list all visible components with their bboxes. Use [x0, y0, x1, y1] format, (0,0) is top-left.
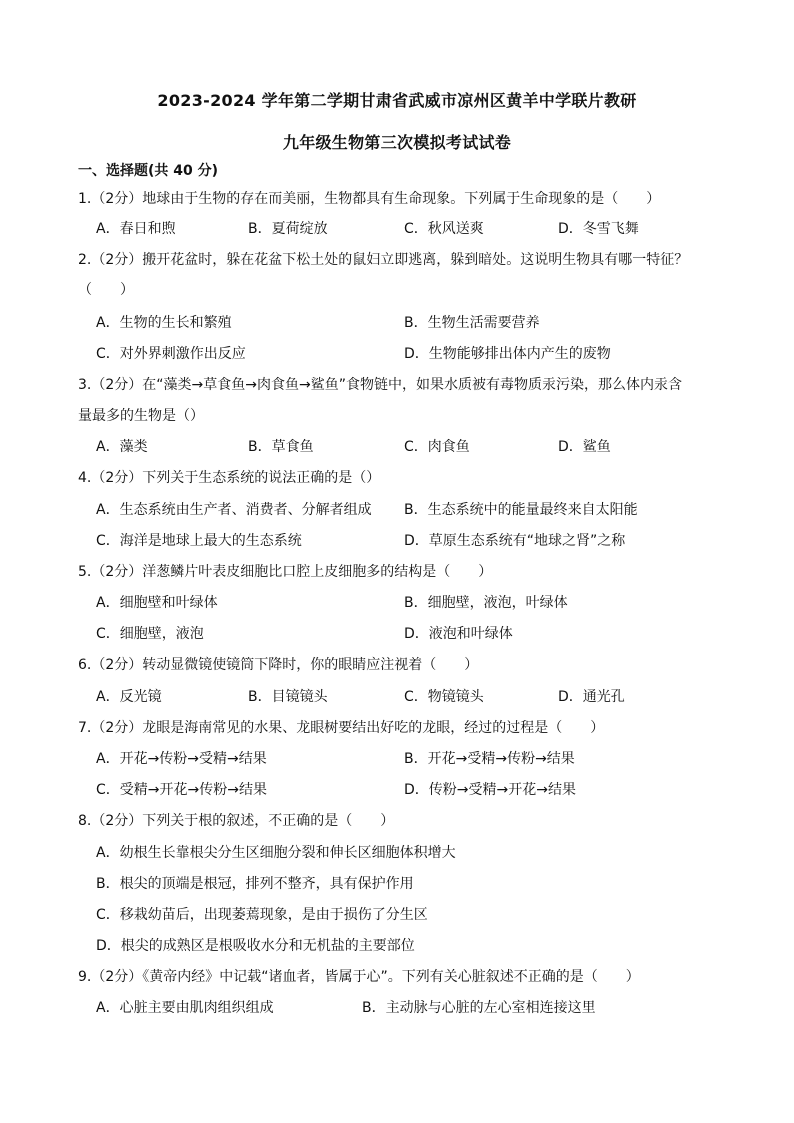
option: B．细胞壁，液泡，叶绿体 [404, 595, 568, 611]
option: D．草原生态系统有“地球之肾”之称 [404, 533, 626, 549]
question-stem: （2分）龙眼是海南常见的水果、龙眼树要结出好吃的龙眼，经过的过程是（ ） [91, 720, 605, 736]
question-number: 9. [78, 969, 92, 985]
option: D．鲨鱼 [558, 439, 611, 455]
option: D．根尖的成熟区是根吸收水分和无机盐的主要部位 [96, 938, 415, 954]
question-9 [78, 966, 640, 986]
question-4 [78, 467, 380, 487]
section-heading: 一、选择题(共 40 分) [78, 163, 219, 179]
option: B．生态系统中的能量最终来自太阳能 [404, 502, 638, 518]
option: A．心脏主要由肌肉组织组成 [96, 1000, 274, 1016]
option: B．主动脉与心脏的左心室相连接这里 [362, 1000, 596, 1016]
exam-title-line2: 九年级生物第三次模拟考试试卷 [282, 133, 512, 152]
option: C．肉食鱼 [404, 439, 470, 455]
option: C．受精→开花→传粉→结果 [96, 782, 267, 798]
question-stem: （2分）转动显微镜使镜筒下降时，你的眼睛应注视着（ ） [91, 657, 479, 673]
option: A．细胞壁和叶绿体 [96, 595, 218, 611]
option: C．海洋是地球上最大的生态系统 [96, 533, 302, 549]
question-stem: （2分）《黄帝内经》中记载“诸血者，皆属于心”。下列有关心脏叙述不正确的是（ ） [91, 969, 640, 985]
option: C．物镜镜头 [404, 689, 484, 705]
option: B．草食鱼 [248, 439, 314, 455]
option: B．夏荷绽放 [248, 221, 328, 237]
question-number: 8. [78, 813, 92, 829]
option: B．开花→受精→传粉→结果 [404, 751, 575, 767]
option: A．反光镜 [96, 689, 162, 705]
question-stem: （2分）搬开花盆时，躲在花盆下松土处的鼠妇立即逃离，躲到暗处。这说明生物具有哪一特征？ [91, 252, 689, 268]
option: A．开花→传粉→受精→结果 [96, 751, 267, 767]
question-stem: （2分）洋葱鳞片叶表皮细胞比口腔上皮细胞多的结构是（ ） [91, 564, 493, 580]
question-8 [78, 810, 394, 830]
option: A．生态系统由生产者、消费者、分解者组成 [96, 502, 372, 518]
question-1 [78, 188, 660, 208]
question-number: 3. [78, 377, 92, 393]
question-stem: （2分）下列关于根的叙述，不正确的是（ ） [91, 813, 395, 829]
question-2 [78, 249, 688, 269]
option: B．目镜镜头 [248, 689, 328, 705]
question-number: 6. [78, 657, 92, 673]
question-number: 7. [78, 720, 92, 736]
option: A．春日和煦 [96, 221, 176, 237]
question-stem: （2分）地球由于生物的存在而美丽，生物都具有生命现象。下列属于生命现象的是（ ） [91, 191, 661, 207]
option: B．生物生活需要营养 [404, 315, 540, 331]
option: A．生物的生长和繁殖 [96, 315, 232, 331]
exam-title-line1: 2023-2024 学年第二学期甘肃省武威市凉州区黄羊中学联片教研 [157, 91, 637, 110]
option: B．根尖的顶端是根冠，排列不整齐，具有保护作用 [96, 876, 414, 892]
question-3 [78, 374, 682, 394]
option: A．藻类 [96, 439, 148, 455]
question-stem-cont: 量最多的生物是（） [78, 408, 204, 424]
question-5 [78, 561, 492, 581]
option: D．生物能够排出体内产生的废物 [404, 346, 611, 362]
option: C．移栽幼苗后，出现萎蔫现象，是由于损伤了分生区 [96, 907, 428, 923]
question-stem: （2分）下列关于生态系统的说法正确的是（） [91, 470, 381, 486]
option: D．通光孔 [558, 689, 625, 705]
option: D．冬雪飞舞 [558, 221, 639, 237]
question-number: 5. [78, 564, 92, 580]
option: C．对外界刺激作出反应 [96, 346, 246, 362]
option: C．细胞壁，液泡 [96, 626, 204, 642]
question-6 [78, 654, 478, 674]
question-number: 4. [78, 470, 92, 486]
option: D．传粉→受精→开花→结果 [404, 782, 576, 798]
question-stem: （2分）在“藻类→草食鱼→肉食鱼→鲨鱼”食物链中，如果水质被有毒物质汞污染，那么体内汞含 [91, 377, 682, 393]
option: C．秋风送爽 [404, 221, 484, 237]
option: D．液泡和叶绿体 [404, 626, 513, 642]
question-7 [78, 717, 604, 737]
question-number: 1. [78, 191, 92, 207]
question-number: 2. [78, 252, 92, 268]
question-stem-cont: （ ） [78, 282, 134, 298]
option: A．幼根生长靠根尖分生区细胞分裂和伸长区细胞体积增大 [96, 845, 456, 861]
